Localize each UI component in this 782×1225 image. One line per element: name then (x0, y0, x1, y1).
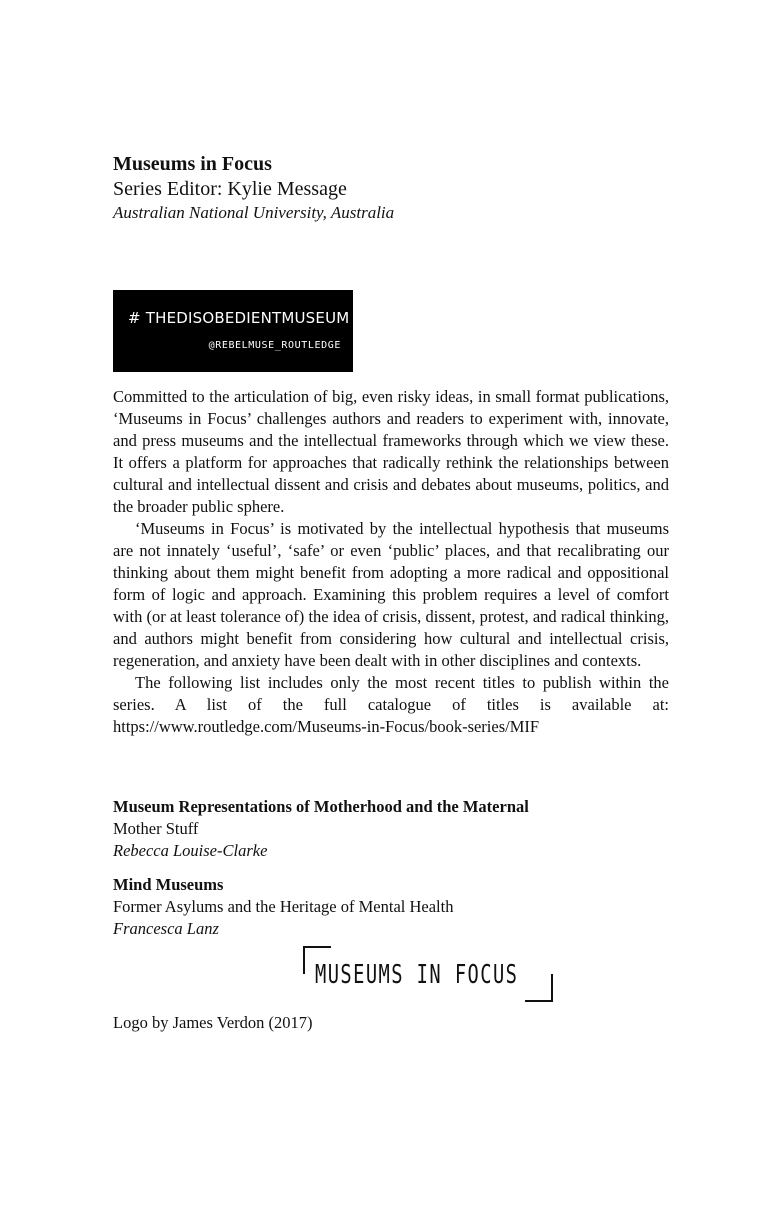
hashtag-banner (113, 290, 353, 372)
hashtag-text: # THEDISOBEDIENTMUSEUM (128, 309, 350, 327)
book-subtitle: Former Asylums and the Heritage of Mental Health (113, 897, 454, 916)
book-author: Rebecca Louise-Clarke (113, 841, 268, 860)
logo-bracket-bottom-right (525, 974, 553, 1002)
series-header (113, 152, 673, 224)
logo-credit: Logo by James Verdon (2017) (113, 1013, 313, 1032)
book-title: Museum Representations of Motherhood and the Maternal (113, 797, 529, 816)
description-paragraph-2: ‘Museums in Focus’ is motivated by the intellectual hypothesis that museums are not innately ‘useful’, ‘safe’ or even ‘public’ places, and that recalibrating our thinking about them might benefit from adopting a more radical and oppositional form of logic and approach. Examining this problem requires a level of comfort with (or at least tolerance of) the idea of crisis, dissent, protest, and radical thinking, and authors might benefit from considering how cultural and intellectual crisis, regeneration, and anxiety have been dealt with in other disciplines and contexts. (113, 519, 669, 670)
book-subtitle: Mother Stuff (113, 819, 199, 838)
description-paragraph-3: The following list includes only the most recent titles to publish within the series. A list of the full catalogue of titles is available at: https://www.routledge.com/Museums-in-Focus/book-series/MIF (113, 673, 669, 736)
series-editor: Series Editor: Kylie Message (113, 178, 347, 200)
series-logo (303, 946, 553, 1002)
book-entry (113, 796, 673, 862)
series-affiliation: Australian National University, Australia (113, 203, 395, 222)
book-author: Francesca Lanz (113, 919, 219, 938)
book-entry (113, 874, 673, 940)
logo-text: MUSEUMS IN FOCUS (315, 960, 519, 990)
series-title: Museums in Focus (113, 153, 272, 175)
book-title: Mind Museums (113, 875, 224, 894)
social-handle: @REBELMUSE_ROUTLEDGE (208, 340, 341, 351)
description-paragraph-1: Committed to the articulation of big, even risky ideas, in small format publications, ‘Museums in Focus’ challenges authors and readers to experiment with, innovate, and press museums and the intellectual frameworks through which we view these. It offers a platform for approaches that radically rethink the relationships between cultural and intellectual dissent and crisis and debates about museums, politics, and the broader public sphere. (113, 387, 669, 516)
series-description (113, 386, 669, 738)
